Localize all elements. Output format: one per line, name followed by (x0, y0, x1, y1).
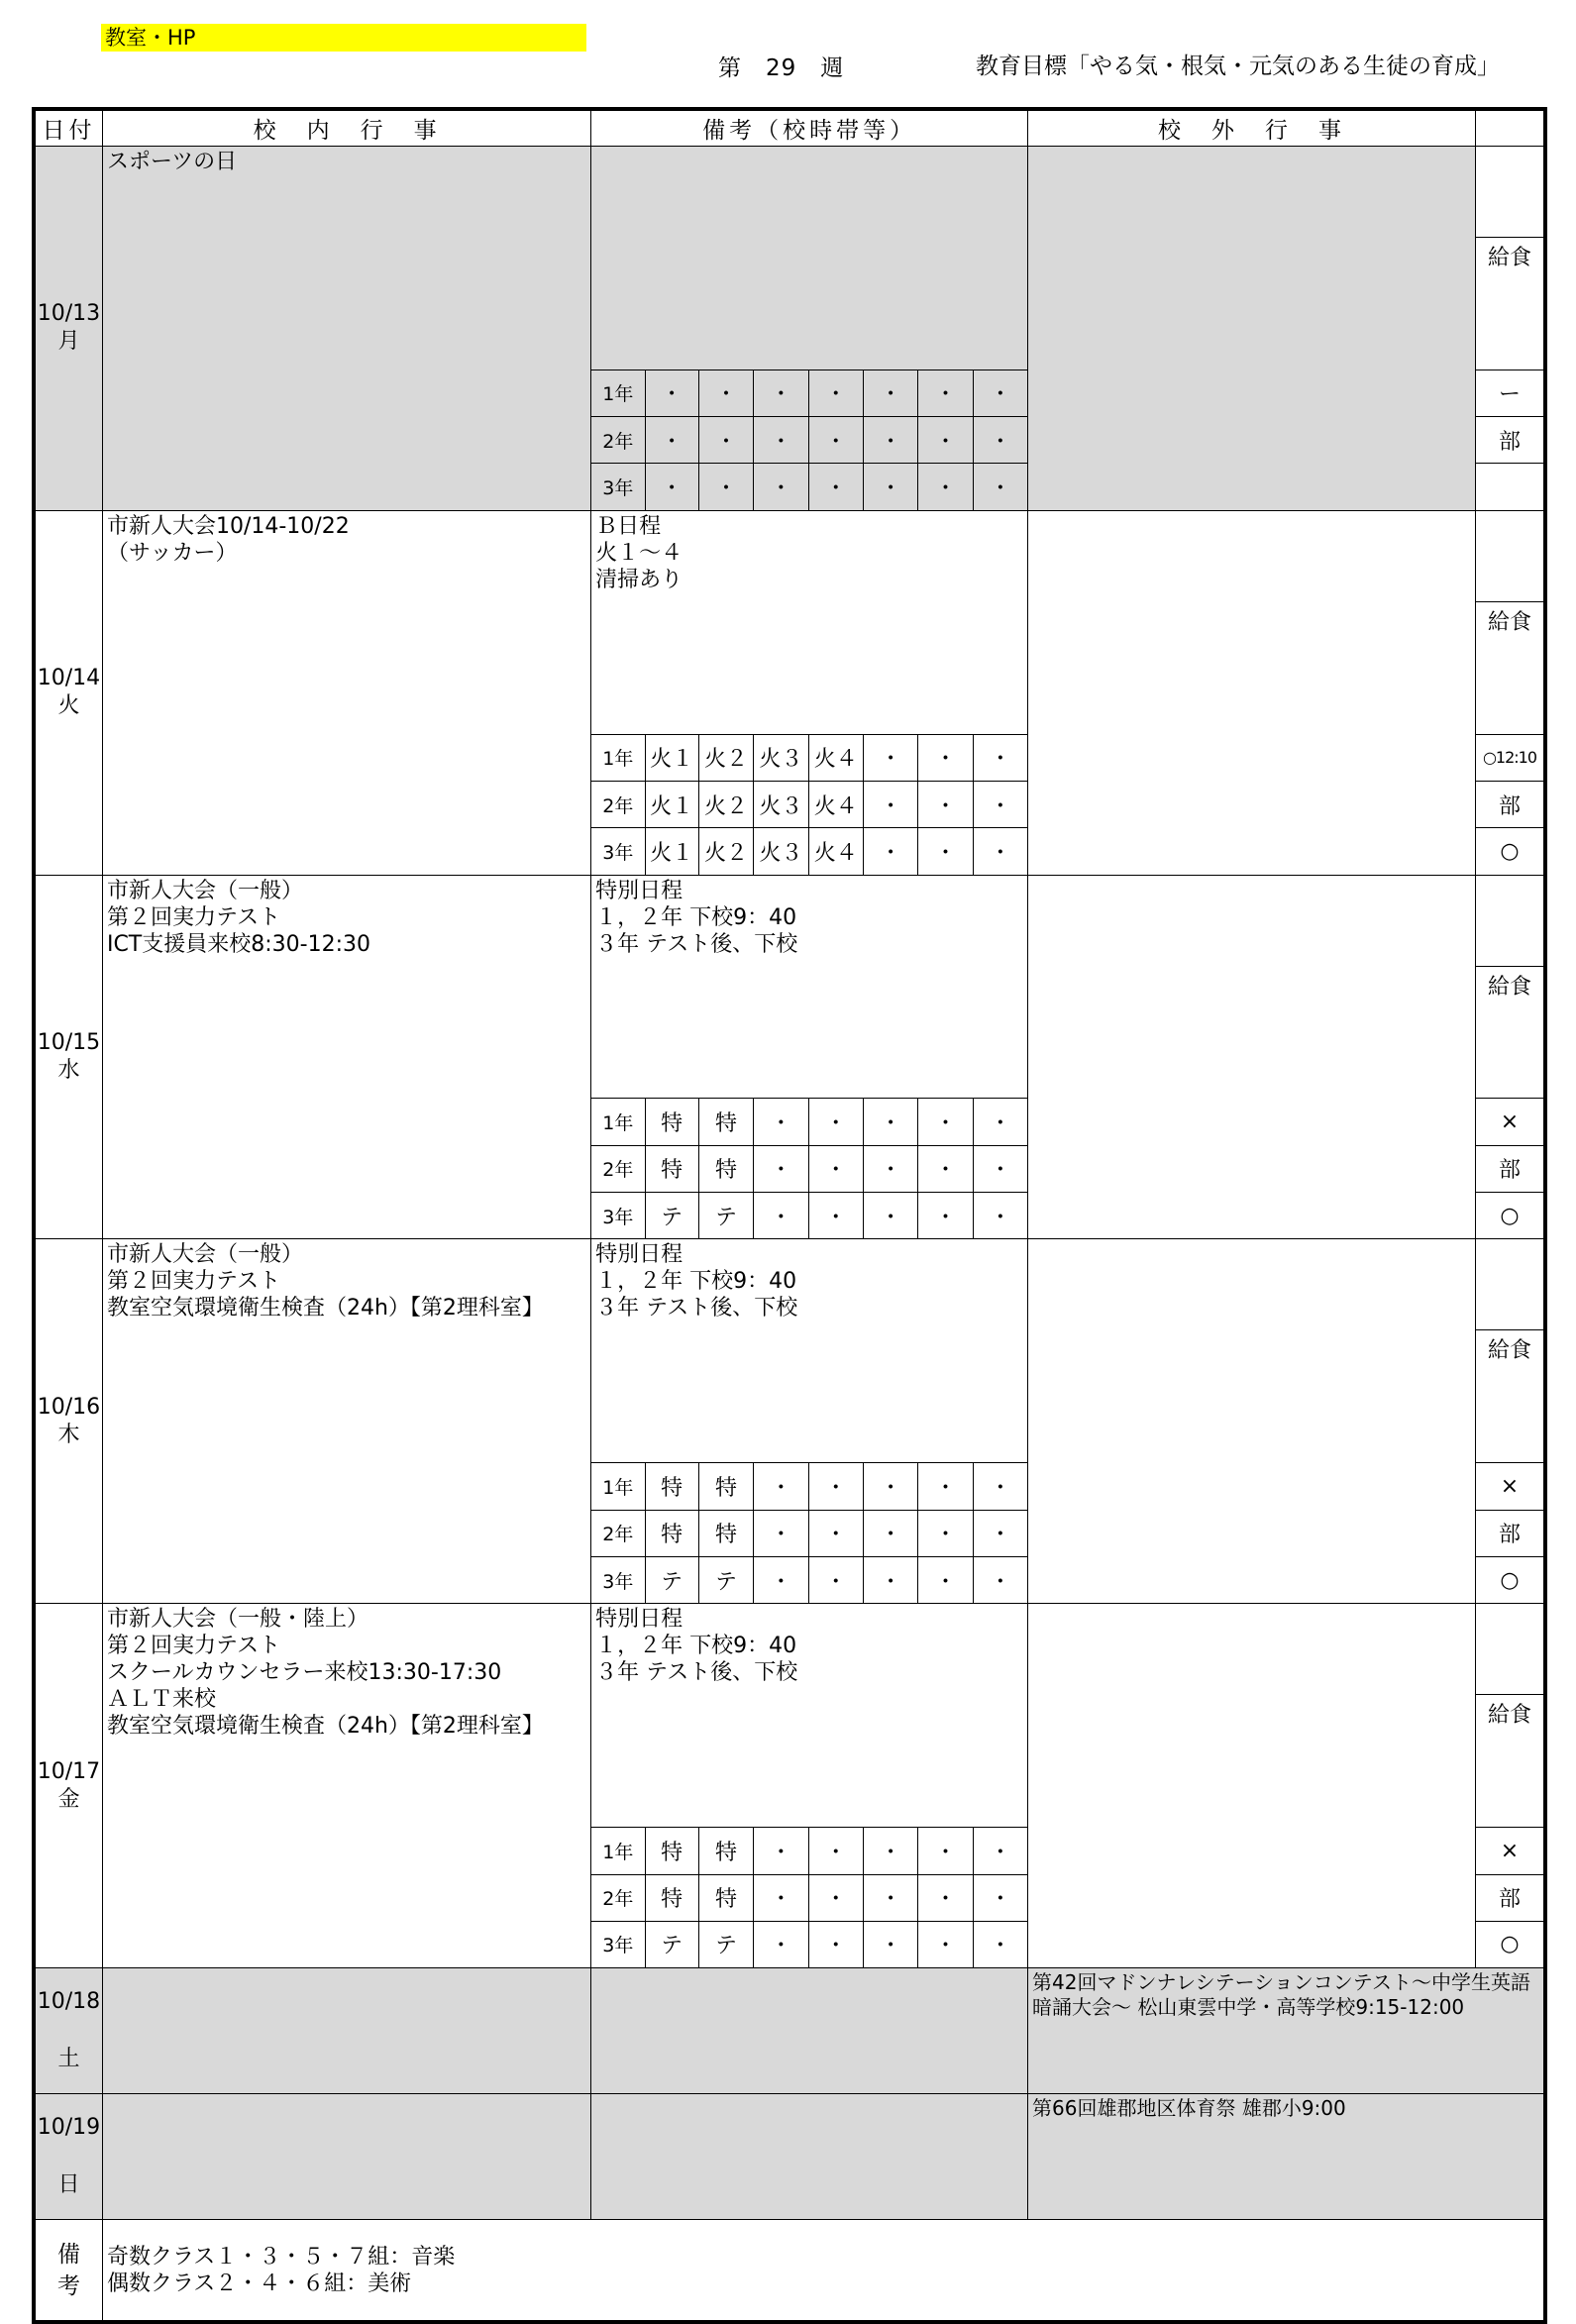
period-cell: ・ (973, 781, 1027, 827)
period-cell: ・ (808, 417, 863, 464)
period-cell: テ (698, 1556, 753, 1603)
period-cell: ・ (754, 1145, 808, 1192)
day-school-events: 市新人大会（一般・陸上） 第２回実力テスト スクールカウンセラー来校13:30-17:30 ＡＬＴ来校 教室空気環境衛生検査（24h）【第2理科室】 (102, 1604, 590, 1968)
period-cell: ・ (754, 417, 808, 464)
period-cell: ・ (973, 1099, 1027, 1145)
period-cell: ・ (973, 417, 1027, 464)
period-cell: 特 (698, 1874, 753, 1921)
period-cell: ・ (808, 1193, 863, 1239)
period-cell: ・ (973, 734, 1027, 781)
period-cell: 火３ (754, 734, 808, 781)
period-cell: テ (645, 1556, 698, 1603)
period-cell: ・ (973, 1828, 1027, 1874)
bukatsu-value: ○ (1475, 1921, 1545, 1967)
period-cell: ・ (918, 1510, 973, 1556)
period-cell: ・ (698, 464, 753, 510)
grade-label: 1年 (591, 734, 645, 781)
day-date: 10/14 (37, 666, 101, 691)
period-cell: 特 (698, 1099, 753, 1145)
weekend-school-events (102, 1968, 590, 2094)
grade-label: 1年 (591, 370, 645, 416)
period-cell: ・ (918, 1193, 973, 1239)
period-cell: ・ (973, 1921, 1027, 1967)
weekend-school-events (102, 2094, 590, 2220)
period-cell: ・ (973, 464, 1027, 510)
period-cell: ・ (918, 1463, 973, 1510)
day-date: 10/18 (37, 1989, 101, 2015)
period-cell: ・ (918, 464, 973, 510)
day-weekday: 土 (57, 2047, 80, 2072)
day-date: 10/17 (37, 1758, 101, 1784)
kyushoku-value: × (1475, 1099, 1545, 1145)
period-cell: ・ (863, 734, 917, 781)
education-goal: 教育目標「やる気・根気・元気のある生徒の育成」 (976, 53, 1500, 79)
kyushoku-label-cell (1475, 146, 1545, 370)
period-cell: ・ (973, 370, 1027, 416)
day-date-cell (34, 510, 102, 875)
day-remarks: Ｂ日程 火１～４ 清掃あり (591, 510, 1028, 734)
period-cell: テ (645, 1921, 698, 1967)
col-header-remarks: 備考（校時帯等） (591, 109, 1028, 146)
bukatsu-value: ○ (1475, 1193, 1545, 1239)
period-cell: 特 (698, 1510, 753, 1556)
period-cell: ・ (918, 734, 973, 781)
period-cell: ・ (808, 1921, 863, 1967)
period-cell: ・ (863, 417, 917, 464)
period-cell: 特 (698, 1463, 753, 1510)
period-cell: ・ (863, 1921, 917, 1967)
period-cell: 火４ (808, 828, 863, 875)
day-date-cell (34, 146, 102, 510)
period-cell: ・ (863, 1099, 917, 1145)
day-remarks: 特別日程 １，２年 下校9：40 ３年 テスト後、下校 (591, 1239, 1028, 1463)
day-school-events: スポーツの日 (102, 146, 590, 510)
period-cell: ・ (973, 1556, 1027, 1603)
period-cell: ・ (754, 1874, 808, 1921)
period-cell: 火２ (698, 781, 753, 827)
bukatsu-value (1475, 464, 1545, 510)
day-remarks: 特別日程 １，２年 下校9：40 ３年 テスト後、下校 (591, 875, 1028, 1099)
period-cell: 火３ (754, 828, 808, 875)
day-outside-events (1028, 146, 1476, 510)
period-cell: 火３ (754, 781, 808, 827)
period-cell: ・ (918, 1921, 973, 1967)
kyushoku-label: 給食 (1476, 966, 1543, 1008)
weekend-remarks (591, 1968, 1028, 2094)
day-school-events: 市新人大会10/14-10/22 （サッカー） (102, 510, 590, 875)
kyushoku-label-cell (1475, 1239, 1545, 1463)
period-cell: ・ (863, 464, 917, 510)
period-cell: ・ (863, 1874, 917, 1921)
period-cell: ・ (918, 1556, 973, 1603)
day-outside-events (1028, 1604, 1476, 1968)
kyushoku-value: × (1475, 1463, 1545, 1510)
period-cell: ・ (754, 1828, 808, 1874)
day-date: 10/16 (37, 1394, 101, 1420)
col-header-side (1475, 109, 1545, 146)
grade-label: 3年 (591, 1921, 645, 1967)
period-cell: 火１ (645, 734, 698, 781)
period-cell: 特 (645, 1463, 698, 1510)
weekend-date-cell (34, 1968, 102, 2094)
day-weekday: 金 (57, 1786, 80, 1812)
period-cell: ・ (808, 464, 863, 510)
day-remarks: 特別日程 １，２年 下校9：40 ３年 テスト後、下校 (591, 1604, 1028, 1828)
grade-label: 2年 (591, 1874, 645, 1921)
period-cell: ・ (754, 1556, 808, 1603)
day-weekday: 日 (57, 2172, 80, 2198)
day-outside-events (1028, 1239, 1476, 1604)
col-header-school-events: 校 内 行 事 (102, 109, 590, 146)
day-date-cell (34, 1239, 102, 1604)
grade-label: 1年 (591, 1099, 645, 1145)
period-cell: ・ (863, 370, 917, 416)
period-cell: 火２ (698, 734, 753, 781)
period-cell: ・ (863, 828, 917, 875)
day-school-events: 市新人大会（一般） 第２回実力テスト 教室空気環境衛生検査（24h）【第2理科室】 (102, 1239, 590, 1604)
period-cell: ・ (973, 828, 1027, 875)
period-cell: ・ (645, 464, 698, 510)
period-cell: ・ (863, 1510, 917, 1556)
kyushoku-label-cell (1475, 1604, 1545, 1828)
day-weekday: 水 (57, 1057, 80, 1083)
bukatsu-label: 部 (1475, 1874, 1545, 1921)
period-cell: ・ (808, 1828, 863, 1874)
period-cell: ・ (754, 370, 808, 416)
day-weekday: 木 (57, 1422, 80, 1447)
kyushoku-label: 給食 (1476, 237, 1543, 279)
period-cell: ・ (754, 1463, 808, 1510)
kyushoku-value: × (1475, 1828, 1545, 1874)
period-cell: ・ (863, 1828, 917, 1874)
period-cell: ・ (645, 417, 698, 464)
period-cell: ・ (808, 1556, 863, 1603)
period-cell: 特 (645, 1828, 698, 1874)
header-tag: 教室・HP (101, 24, 586, 52)
period-cell: ・ (808, 1145, 863, 1192)
weekly-schedule-table (32, 107, 1547, 2324)
period-cell: ・ (863, 1463, 917, 1510)
period-cell: 火１ (645, 781, 698, 827)
period-cell: ・ (808, 1463, 863, 1510)
weekend-date-cell (34, 2094, 102, 2220)
period-cell: ・ (863, 1193, 917, 1239)
weekend-outside-events: 第66回雄郡地区体育祭 雄郡小9:00 (1028, 2094, 1545, 2220)
period-cell: ・ (918, 781, 973, 827)
weekend-remarks (591, 2094, 1028, 2220)
day-school-events: 市新人大会（一般） 第２回実力テスト ICT支援員来校8:30-12:30 (102, 875, 590, 1239)
col-header-date: 日付 (34, 109, 102, 146)
day-date: 10/19 (37, 2115, 101, 2141)
period-cell: テ (698, 1921, 753, 1967)
period-cell: ・ (754, 1193, 808, 1239)
period-cell: 特 (698, 1828, 753, 1874)
grade-label: 2年 (591, 417, 645, 464)
kyushoku-label: 給食 (1476, 601, 1543, 644)
period-cell: テ (645, 1193, 698, 1239)
period-cell: 特 (698, 1145, 753, 1192)
period-cell: ・ (754, 1510, 808, 1556)
period-cell: ・ (918, 1828, 973, 1874)
period-cell: 特 (645, 1099, 698, 1145)
period-cell: ・ (973, 1145, 1027, 1192)
grade-label: 1年 (591, 1828, 645, 1874)
period-cell: ・ (918, 1145, 973, 1192)
period-cell: ・ (973, 1874, 1027, 1921)
day-weekday: 火 (57, 693, 80, 719)
grade-label: 3年 (591, 828, 645, 875)
grade-label: 3年 (591, 1556, 645, 1603)
period-cell: 火４ (808, 781, 863, 827)
period-cell: 火１ (645, 828, 698, 875)
period-cell: ・ (754, 1921, 808, 1967)
notes-label: 備考 (56, 2241, 80, 2299)
weekend-outside-events: 第42回マドンナレシテーションコンテスト～中学生英語暗誦大会～ 松山東雲中学・高等学校9:15-12:00 (1028, 1968, 1545, 2094)
period-cell: ・ (918, 417, 973, 464)
period-cell: 火４ (808, 734, 863, 781)
period-cell: 特 (645, 1510, 698, 1556)
notes-text: 奇数クラス１・３・５・７組：音楽 偶数クラス２・４・６組：美術 (102, 2220, 1545, 2322)
week-number: 第 29 週 (718, 55, 845, 81)
day-outside-events (1028, 875, 1476, 1239)
kyushoku-label-cell (1475, 510, 1545, 734)
period-cell: ・ (918, 828, 973, 875)
period-cell: テ (698, 1193, 753, 1239)
kyushoku-value: ー (1475, 370, 1545, 416)
grade-label: 2年 (591, 1145, 645, 1192)
day-remarks (591, 146, 1028, 370)
period-cell: ・ (808, 1510, 863, 1556)
period-cell: ・ (808, 1099, 863, 1145)
period-cell: ・ (863, 1556, 917, 1603)
period-cell: ・ (645, 370, 698, 416)
period-cell: ・ (973, 1510, 1027, 1556)
grade-label: 1年 (591, 1463, 645, 1510)
period-cell: ・ (973, 1463, 1027, 1510)
period-cell: 火２ (698, 828, 753, 875)
kyushoku-value: ○12:10 (1475, 734, 1545, 781)
bukatsu-label: 部 (1475, 1145, 1545, 1192)
kyushoku-label: 給食 (1476, 1694, 1543, 1737)
period-cell: ・ (754, 464, 808, 510)
grade-label: 3年 (591, 464, 645, 510)
period-cell: ・ (698, 417, 753, 464)
period-cell: ・ (808, 1874, 863, 1921)
bukatsu-value: ○ (1475, 1556, 1545, 1603)
period-cell: 特 (645, 1145, 698, 1192)
period-cell: ・ (863, 1145, 917, 1192)
day-date-cell (34, 875, 102, 1239)
kyushoku-label-cell (1475, 875, 1545, 1099)
period-cell: ・ (973, 1193, 1027, 1239)
period-cell: ・ (754, 1099, 808, 1145)
period-cell: ・ (918, 1099, 973, 1145)
col-header-outside-events: 校 外 行 事 (1028, 109, 1476, 146)
period-cell: ・ (808, 370, 863, 416)
bukatsu-value: ○ (1475, 828, 1545, 875)
kyushoku-label: 給食 (1476, 1329, 1543, 1372)
day-weekday: 月 (57, 329, 80, 355)
grade-label: 2年 (591, 1510, 645, 1556)
bukatsu-label: 部 (1475, 781, 1545, 827)
bukatsu-label: 部 (1475, 417, 1545, 464)
period-cell: ・ (918, 1874, 973, 1921)
period-cell: ・ (863, 781, 917, 827)
grade-label: 2年 (591, 781, 645, 827)
day-outside-events (1028, 510, 1476, 875)
grade-label: 3年 (591, 1193, 645, 1239)
day-date-cell (34, 1604, 102, 1968)
period-cell: ・ (918, 370, 973, 416)
period-cell: 特 (645, 1874, 698, 1921)
day-date: 10/13 (37, 301, 101, 327)
period-cell: ・ (698, 370, 753, 416)
day-date: 10/15 (37, 1029, 101, 1055)
notes-label-cell (34, 2220, 102, 2322)
bukatsu-label: 部 (1475, 1510, 1545, 1556)
